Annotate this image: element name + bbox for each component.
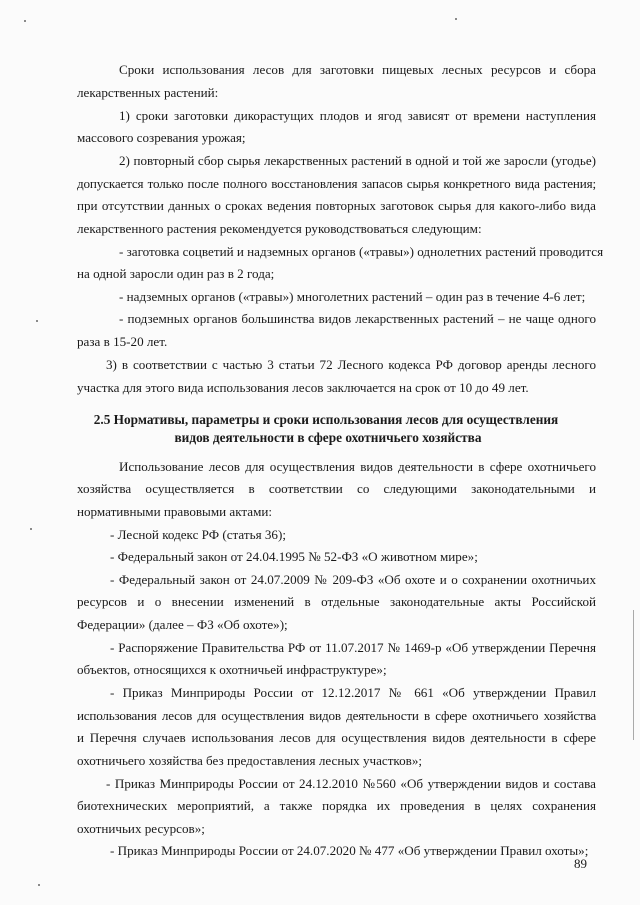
paragraph-line: использования лесов для осуществления видов деятельности в сфере охотничьего хозяйства bbox=[77, 708, 596, 723]
list-item: - Приказ Минприроды России от 24.12.2010 №560 «Об утверждении видов и состава bbox=[106, 776, 596, 791]
list-item: - Федеральный закон от 24.04.1995 № 52-ФЗ «О животном мире»; bbox=[110, 549, 478, 564]
paragraph-line: Федерации» (далее – ФЗ «Об охоте»); bbox=[77, 617, 288, 632]
paragraph-line: 1) сроки заготовки дикорастущих плодов и ягод зависят от времени наступления bbox=[119, 108, 596, 123]
list-item: - Приказ Минприроды России от 24.07.2020 № 477 «Об утверждении Правил охоты»; bbox=[110, 843, 589, 858]
paragraph-line: лекарственного растения рекомендуется руководствоваться следующим: bbox=[77, 221, 482, 236]
paragraph-line: при отсутствии данных о сроках ведения повторных заготовок сырья для какого-либо вида bbox=[77, 198, 596, 213]
paragraph-line: допускается только после полного восстановления запасов сырья конкретного вида растения; bbox=[77, 176, 596, 191]
paragraph-line: хозяйства осуществляется в соответствии со следующими законодательными и bbox=[77, 481, 596, 496]
paragraph-line: 3) в соответствии с частью 3 статьи 72 Лесного кодекса РФ договор аренды лесного bbox=[106, 357, 596, 372]
section-heading: видов деятельности в сфере охотничьего хозяйства bbox=[174, 430, 482, 445]
list-item: - Распоряжение Правительства РФ от 11.07.2017 № 1469-р «Об утверждении Перечня bbox=[110, 640, 596, 655]
scan-speck bbox=[30, 528, 32, 530]
list-item: - Лесной кодекс РФ (статья 36); bbox=[110, 527, 286, 542]
paragraph-line: Сроки использования лесов для заготовки пищевых лесных ресурсов и сбора bbox=[119, 62, 596, 77]
paragraph-line: нормативными правовыми актами: bbox=[77, 504, 273, 519]
paragraph-line: ресурсов и о внесении изменений в отдельные законодательные акты Российской bbox=[77, 594, 596, 609]
paragraph-line: - подземных органов большинства видов лекарственных растений – не чаще одного bbox=[119, 311, 596, 326]
scan-speck bbox=[38, 884, 40, 886]
scan-speck bbox=[455, 18, 457, 20]
scan-speck bbox=[24, 20, 26, 22]
paragraph-line: охотничьего хозяйства без предоставления лесных участков»; bbox=[77, 753, 423, 768]
paragraph-line: 2) повторный сбор сырья лекарственных растений в одной и той же заросли (угодье) bbox=[119, 153, 596, 168]
paragraph-line: лекарственных растений: bbox=[77, 85, 219, 100]
paragraph-line: массового созревания урожая; bbox=[77, 130, 246, 145]
paragraph-line: - надземных органов («травы») многолетних растений – один раз в течение 4-6 лет; bbox=[119, 289, 586, 304]
scan-speck bbox=[36, 320, 38, 322]
paragraph-line: охотничьих ресурсов»; bbox=[77, 821, 205, 836]
section-heading: 2.5 Нормативы, параметры и сроки использования лесов для осуществления bbox=[93, 412, 559, 427]
paragraph-line: и Перечня случаев использования лесов для осуществления видов деятельности в сфере bbox=[77, 730, 596, 745]
page-number: 89 bbox=[574, 856, 587, 871]
paragraph-line: - заготовка соцветий и надземных органов («травы») однолетних растений проводится bbox=[119, 244, 604, 259]
paragraph-line: участка для этого вида использования лесов заключается на срок от 10 до 49 лет. bbox=[77, 380, 529, 395]
list-item: - Федеральный закон от 24.07.2009 № 209-ФЗ «Об охоте и о сохранении охотничьих bbox=[110, 572, 596, 587]
paragraph-line: на одной заросли один раз в 2 года; bbox=[77, 266, 275, 281]
paragraph-line: Использование лесов для осуществления видов деятельности в сфере охотничьего bbox=[119, 459, 596, 474]
list-item: - Приказ Минприроды России от 12.12.2017 № 661 «Об утверждении Правил bbox=[110, 685, 596, 700]
paragraph-line: объектов, относящихся к охотничьей инфраструктуре»; bbox=[77, 662, 387, 677]
paragraph-line: биотехнических мероприятий, а также порядка их проведения в целях сохранения bbox=[77, 798, 596, 813]
scan-edge-mark bbox=[633, 610, 634, 740]
paragraph-line: раза в 15-20 лет. bbox=[77, 334, 168, 349]
